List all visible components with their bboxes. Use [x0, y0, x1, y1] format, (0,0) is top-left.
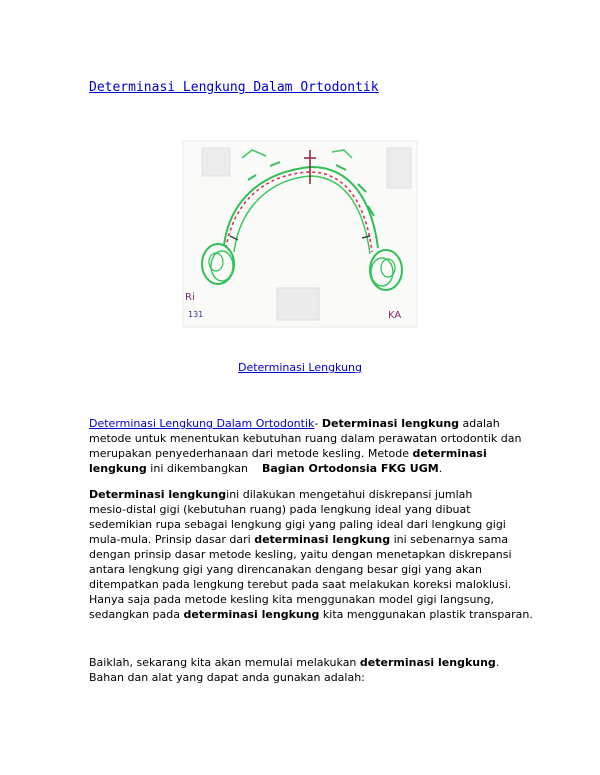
dental-arch-figure [182, 140, 418, 328]
figure-label-ri: Ri [185, 292, 195, 303]
materials-paragraph: Baiklah, sekarang kita akan memulai melakukan determinasi lengkung. Bahan dan alat yang dapat anda gunakan adalah: [89, 656, 500, 684]
figure-label-ka: KA [388, 310, 402, 321]
method-paragraph: Determinasi lengkungini dilakukan mengetahui diskrepansi jumlah mesio-distal gigi (kebutuhan ruang) pada lengkung ideal yang dibuat sedemikian rupa sebagai lengkung gigi yang paling ideal dari lengkung gigi mula-mula. Prinsip dasar dari determinasi lengkung ini sebenarnya sama dengan prinsip dasar metode kesling, yaitu dengan menetapkan diskrepansi antara lengkung gigi yang direncanakan dengang besar gigi yang akan ditempatkan pada lengkung terebut pada saat melakukan koreksi maloklusi. Hanya saja pada metode kesling kita menggunakan model gigi langsung, sedangkan pada determinasi lengkung kita menggunakan plastik transparan. [89, 488, 533, 621]
page-title[interactable]: Determinasi Lengkung Dalam Ortodontik [89, 80, 379, 95]
figure-label-131: 131 [188, 310, 204, 319]
figure-caption[interactable]: Determinasi Lengkung [237, 361, 363, 374]
intro-link[interactable]: Determinasi Lengkung Dalam Ortodontik [89, 417, 315, 430]
intro-paragraph: Determinasi Lengkung Dalam Ortodontik- Determinasi lengkung adalah metode untuk menentukan kebutuhan ruang dalam perawatan ortodontik dan merupakan penyederhanaan dari metode kesling. Metode determinasi lengkung ini dikembangkan Bagian Ortodonsia FKG UGM. [89, 417, 522, 475]
